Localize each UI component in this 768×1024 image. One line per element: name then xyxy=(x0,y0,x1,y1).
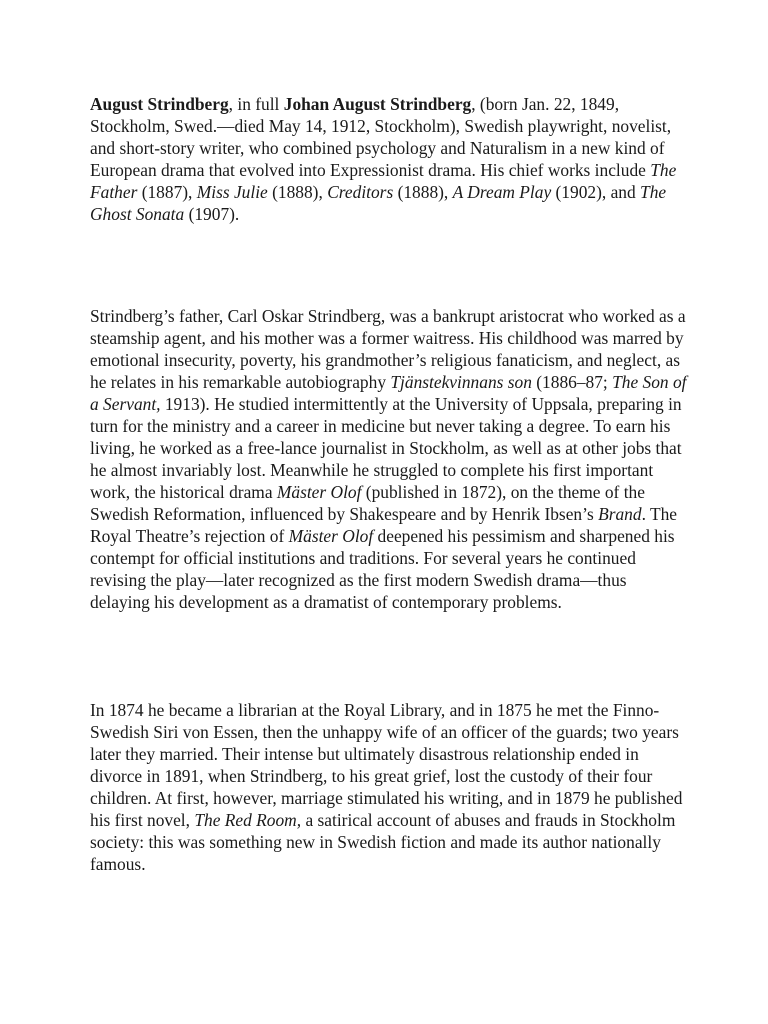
work-title: The Red Room, xyxy=(194,810,302,830)
text-run: , in full xyxy=(228,94,284,114)
text-run: (1888), xyxy=(393,182,453,202)
work-title: The Son of a Servant, xyxy=(90,372,687,414)
work-title: The Father xyxy=(90,160,677,202)
work-title: Miss Julie xyxy=(196,182,268,202)
work-title: Creditors xyxy=(327,182,394,202)
text-run: (1907). xyxy=(184,204,240,224)
text-run: (published in 1872), on the theme of the Swedish Reformation, influenced by Shakespeare and by Henrik Ibsen’s xyxy=(90,482,645,524)
text-run: (1888), xyxy=(267,182,328,202)
text-run: (1886–87; xyxy=(531,372,613,392)
text-run: (1902), and xyxy=(551,182,641,202)
text-run: In 1874 he became a librarian at the Royal Library, and in 1875 he met the Finno-Swedish Siri von Essen, then the unhappy wife of an officer of the guards; two years later they married. Their intense but ultimately disastrous relationship ended in divorce in 1891, when Strindberg, to his great grief, lost the custody of their four children. At first, however, marriage stimulated his writing, and in 1879 he published his first novel, xyxy=(90,700,683,830)
work-title: A Dream Play xyxy=(452,182,552,202)
text-run: , (born Jan. 22, 1849, Stockholm, Swed.—died May 14, 1912, Stockholm), Swedish playwright, novelist, and short-story writer, who combined psychology and Naturalism in a new kind of European drama that evolved into Expressionist drama. His chief works include xyxy=(90,94,672,180)
work-title: Mäster Olof xyxy=(288,526,374,546)
text-run: (1887), xyxy=(137,182,197,202)
text-run: . The Royal Theatre’s rejection of xyxy=(90,504,677,546)
bold-name: Johan August Strindberg xyxy=(283,94,472,114)
work-title: Brand xyxy=(598,504,642,524)
text-run: a satirical account of abuses and frauds in Stockholm society: this was something new in Swedish fiction and made its author nationally famous. xyxy=(90,810,676,874)
work-title: Mäster Olof xyxy=(276,482,362,502)
text-run: deepened his pessimism and sharpened his contempt for official institutions and traditions. For several years he continued revising the play—later recognized as the first modern Swedish drama—thus delaying his development as a dramatist of contemporary problems. xyxy=(90,526,675,612)
paragraph-intro xyxy=(90,93,690,225)
bold-name: August Strindberg xyxy=(90,94,229,114)
text-run: 1913). He studied intermittently at the University of Uppsala, preparing in turn for the ministry and a career in medicine but never taking a degree. To earn his living, he worked as a free-lance journalist in Stockholm, as well as at other jobs that he almost invariably lost. Meanwhile he struggled to complete his first important work, the historical drama xyxy=(90,394,682,502)
paragraph-marriage xyxy=(90,699,690,875)
text-run: Strindberg’s father, Carl Oskar Strindberg, was a bankrupt aristocrat who worked as a steamship agent, and his mother was a former waitress. His childhood was marred by emotional insecurity, poverty, his grandmother’s religious fanaticism, and neglect, as he relates in his remarkable autobiography xyxy=(90,306,686,392)
work-title: Tjänstekvinnans son xyxy=(390,372,532,392)
work-title: The Ghost Sonata xyxy=(90,182,667,224)
paragraph-early-life xyxy=(90,305,690,613)
